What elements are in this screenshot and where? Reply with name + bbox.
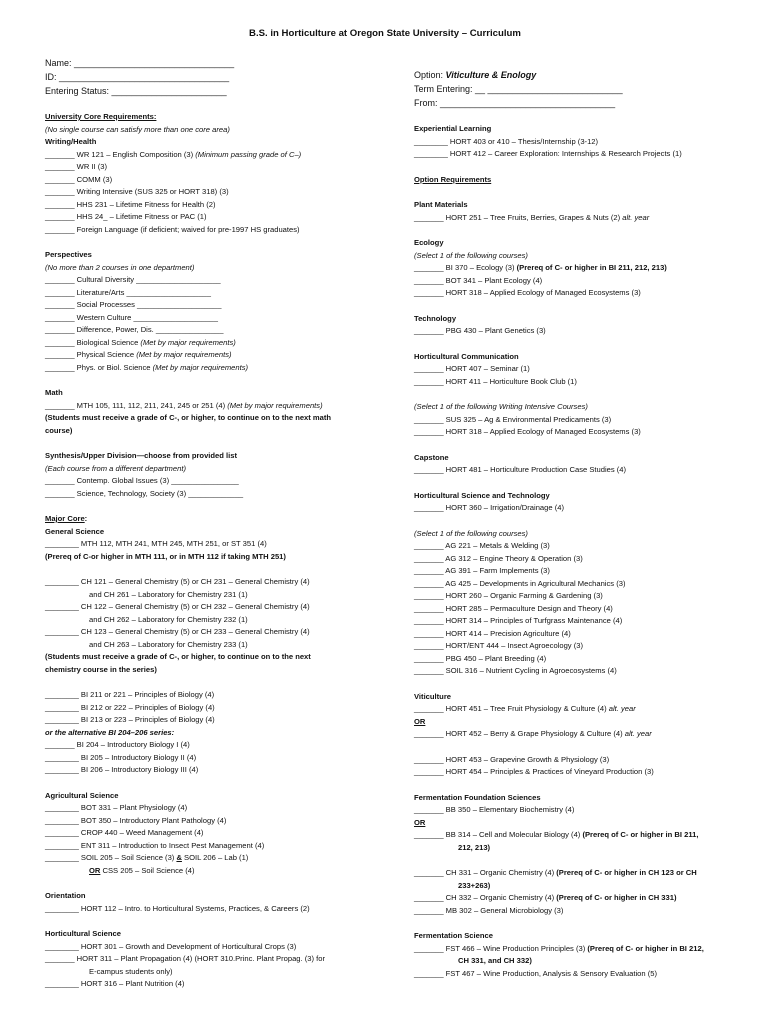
course-line: _______ BB 314 – Cell and Molecular Biology (4) (Prereq of C- or higher in BI 211, [414, 830, 699, 839]
course-line: ________ BOT 331 – Plant Physiology (4) [45, 803, 188, 812]
course-line: _______ HORT 451 – Tree Fruit Physiology & Culture (4) alt. year [414, 704, 636, 713]
course-line: _______ HORT 318 – Applied Ecology of Managed Ecosystems (3) [414, 288, 641, 297]
right-column [414, 68, 754, 980]
course-line: _______ HORT 407 – Seminar (1) [414, 364, 530, 373]
course-line: and CH 261 – Laboratory for Chemistry 231 (1) [89, 589, 248, 599]
course-line: _______ HORT 318 – Applied Ecology of Managed Ecosystems (3) [414, 427, 641, 436]
course-line: _______ AG 312 – Engine Theory & Operation (3) [414, 553, 583, 563]
course-line: _______ Literature/Arts ____________________ [45, 287, 211, 297]
course-line: _______ HORT 414 – Precision Agriculture (4) [414, 628, 571, 638]
perspectives-heading: Perspectives [45, 250, 92, 259]
course-line: _______ FST 467 – Wine Production, Analysis & Sensory Evaluation (5) [414, 968, 657, 978]
course-line: and CH 263 – Laboratory for Chemistry 233 (1) [89, 639, 248, 649]
course-line: _______ PBG 450 – Plant Breeding (4) [414, 653, 547, 663]
course-line: _______ HORT 481 – Horticulture Production Case Studies (4) [414, 465, 627, 474]
course-line: _______ HORT/ENT 444 – Insect Agroecology (3) [414, 641, 583, 650]
writing-intensive-note: (Select 1 of the following Writing Intensive Courses) [414, 402, 588, 411]
biology-alternative-note: or the alternative BI 204–206 series: [45, 727, 175, 737]
course-line: ________ BI 213 or 223 – Principles of Biology (4) [45, 715, 215, 724]
course-line: _______ Difference, Power, Dis. ________________ [45, 325, 224, 334]
name-field[interactable]: Name: ________________________________ [45, 58, 235, 68]
course-line: _______ CH 332 – Organic Chemistry (4) (Prereq of C- or higher in CH 331) [414, 893, 677, 902]
course-line: ________ CH 123 – General Chemistry (5) or CH 233 – General Chemistry (4) [45, 627, 310, 636]
course-line: _______ COMM (3) [45, 174, 113, 184]
horticultural-science-heading: Horticultural Science [45, 929, 121, 938]
course-line: OR CSS 205 – Soil Science (4) [89, 865, 195, 875]
or-label: OR [414, 716, 426, 726]
course-line: _______ HORT 452 – Berry & Grape Physiology & Culture (4) alt. year [414, 729, 652, 738]
course-line: _______ Physical Science (Met by major requirements) [45, 350, 232, 359]
course-line: _______ Cultural Diversity ____________________ [45, 275, 221, 284]
course-line: _______ HORT 453 – Grapevine Growth & Physiology (3) [414, 754, 610, 764]
technology-heading: Technology [414, 313, 457, 323]
course-line: ________ HORT 412 – Career Exploration: Internships & Research Projects (1) [414, 149, 682, 158]
course-line: _______ Western Culture ____________________ [45, 312, 218, 322]
option-requirements-heading: Option Requirements [414, 174, 492, 184]
course-line: _______ MB 302 – General Microbiology (3) [414, 905, 564, 915]
select-note: (Select 1 of the following courses) [414, 250, 528, 260]
course-line: ________ HORT 403 or 410 – Thesis/Internship (3-12) [414, 136, 599, 146]
course-line: _______ HORT 285 – Permaculture Design and Theory (4) [414, 603, 613, 613]
course-line: _______ Foreign Language (if deficient; waived for pre-1997 HS graduates) [45, 224, 300, 234]
experiential-learning-heading: Experiential Learning [414, 124, 492, 133]
course-line: _______ AG 391 – Farm Implements (3) [414, 566, 550, 575]
course-line: ________ BI 206 – Introductory Biology III (4) [45, 765, 199, 774]
agricultural-science-heading: Agricultural Science [45, 790, 119, 800]
course-line: ________ CROP 440 – Weed Management (4) [45, 828, 204, 837]
synthesis-heading: Synthesis/Upper Division—choose from provided list [45, 451, 237, 460]
course-line: _______ CH 331 – Organic Chemistry (4) (Prereq of C- or higher in CH 123 or CH [414, 868, 697, 877]
course-line: _______ HORT 314 – Principles of Turfgrass Maintenance (4) [414, 616, 623, 625]
option-field: Option: Viticulture & Enology [414, 70, 537, 80]
prereq-note: 233+263) [458, 880, 491, 890]
math-note: course) [45, 425, 73, 435]
course-line: ________ SOIL 205 – Soil Science (3) & SOIL 206 – Lab (1) [45, 853, 249, 862]
course-line: _______ BOT 341 – Plant Ecology (4) [414, 275, 543, 285]
plant-materials-heading: Plant Materials [414, 200, 468, 209]
general-science-heading: General Science [45, 526, 105, 536]
course-line: ________ ENT 311 – Introduction to Insect Pest Management (4) [45, 840, 265, 850]
course-line: _______ WR II (3) [45, 162, 108, 171]
course-line: ________ BI 212 or 222 – Principles of Biology (4) [45, 702, 215, 712]
chemistry-note: (Students must receive a grade of C-, or higher, to continue on to the next [45, 652, 311, 661]
course-line: ________ CH 121 – General Chemistry (5) or CH 231 – General Chemistry (4) [45, 577, 310, 586]
orientation-heading: Orientation [45, 891, 86, 900]
course-line: _______ HORT 411 – Horticulture Book Club (1) [414, 376, 577, 386]
course-line: _______ HORT 360 – Irrigation/Drainage (4) [414, 503, 564, 512]
course-line: ________ HORT 112 – Intro. to Horticultural Systems, Practices, & Careers (2) [45, 903, 310, 913]
id-field[interactable]: ID: __________________________________ [45, 72, 230, 82]
fermentation-foundation-heading: Fermentation Foundation Sciences [414, 792, 541, 802]
synthesis-note: (Each course from a different department) [45, 463, 186, 473]
course-line: _______ PBG 430 – Plant Genetics (3) [414, 326, 546, 335]
capstone-heading: Capstone [414, 452, 449, 462]
course-line: _______ Contemp. Global Issues (3) ________________ [45, 476, 239, 485]
course-line: _______ HORT 311 – Plant Propagation (4) (HORT 310.Princ. Plant Propag. (3) for [45, 954, 325, 963]
course-line: _______ BI 204 – Introductory Biology I (4) [45, 740, 190, 749]
term-entering-field[interactable]: Term Entering: __ ___________________________ [414, 84, 623, 94]
course-line: E-campus students only) [89, 966, 173, 976]
horticultural-science-technology-heading: Horticultural Science and Technology [414, 490, 550, 500]
course-line: ________ BI 205 – Introductory Biology II (4) [45, 752, 197, 762]
course-line: _______ Biological Science (Met by major requirements) [45, 337, 236, 347]
course-line: _______ Phys. or Biol. Science (Met by major requirements) [45, 362, 249, 372]
from-field[interactable]: From: ___________________________________ [414, 98, 616, 108]
left-column [45, 56, 390, 991]
page-title: B.S. in Horticulture at Oregon State University – Curriculum [249, 28, 521, 39]
course-line: _______ SUS 325 – Ag & Environmental Predicaments (3) [414, 414, 612, 424]
prereq-note: 212, 213) [458, 842, 491, 852]
select-note: (Select 1 of the following courses) [414, 528, 528, 538]
viticulture-heading: Viticulture [414, 691, 451, 701]
course-line: ________ HORT 316 – Plant Nutrition (4) [45, 979, 185, 988]
major-core-heading: Major Core: [45, 514, 88, 523]
course-line: _______ Science, Technology, Society (3) _____________ [45, 488, 244, 498]
writing-health-heading: Writing/Health [45, 137, 97, 146]
course-line: _______ FST 466 – Wine Production Principles (3) (Prereq of C- or higher in BI 212, [414, 943, 704, 953]
math-note: (Students must receive a grade of C-, or higher, to continue on to the next math [45, 413, 332, 422]
course-line: _______ AG 221 – Metals & Welding (3) [414, 541, 550, 550]
course-line: ________ MTH 112, MTH 241, MTH 245, MTH 251, or ST 351 (4) [45, 539, 267, 548]
course-line: _______ HORT 260 – Organic Farming & Gardening (3) [414, 591, 603, 600]
course-line: _______ HORT 454 – Principles & Practices of Vineyard Production (3) [414, 767, 654, 776]
course-line: _______ HORT 251 – Tree Fruits, Berries, Grapes & Nuts (2) alt. year [414, 212, 650, 222]
course-line: _______ WR 121 – English Composition (3) (Minimum passing grade of C–) [45, 149, 302, 159]
course-line: ________ HORT 301 – Growth and Development of Horticultural Crops (3) [45, 941, 297, 951]
core-note: (No single course can satisfy more than one core area) [45, 124, 230, 134]
entering-status-field[interactable]: Entering Status: _______________________ [45, 86, 227, 96]
course-line: _______ HHS 231 – Lifetime Fitness for Health (2) [45, 199, 216, 209]
fermentation-science-heading: Fermentation Science [414, 931, 493, 940]
chemistry-note: chemistry course in the series) [45, 664, 157, 674]
horticultural-communication-heading: Horticultural Communication [414, 351, 519, 361]
or-label: OR [414, 817, 426, 827]
course-line: _______ MTH 105, 111, 112, 211, 241, 245 or 251 (4) (Met by major requirements) [45, 400, 323, 410]
university-core-heading: University Core Requirements: [45, 112, 157, 121]
course-line: and CH 262 – Laboratory for Chemistry 232 (1) [89, 614, 248, 624]
perspectives-note: (No more than 2 courses in one department) [45, 262, 195, 272]
math-heading: Math [45, 388, 63, 397]
course-line: ________ BI 211 or 221 – Principles of Biology (4) [45, 690, 215, 699]
prereq-note: CH 331, and CH 332) [458, 956, 532, 965]
course-line: _______ BB 350 – Elementary Biochemistry (4) [414, 805, 575, 814]
course-line: _______ AG 425 – Developments in Agricultural Mechanics (3) [414, 578, 626, 588]
ecology-heading: Ecology [414, 238, 444, 247]
prereq-note: (Prereq of C-or higher in MTH 111, or in MTH 112 if taking MTH 251) [45, 551, 286, 561]
course-line: _______ Writing Intensive (SUS 325 or HORT 318) (3) [45, 187, 229, 196]
course-line: _______ SOIL 316 – Nutrient Cycling in Agroecosystems (4) [414, 666, 617, 675]
course-line: ________ CH 122 – General Chemistry (5) or CH 232 – General Chemistry (4) [45, 602, 310, 611]
course-line: _______ Social Processes ____________________ [45, 300, 222, 309]
course-line: _______ BI 370 – Ecology (3) (Prereq of C- or higher in BI 211, 212, 213) [414, 263, 667, 272]
course-line: _______ HHS 24_ – Lifetime Fitness or PAC (1) [45, 212, 207, 221]
course-line: ________ BOT 350 – Introductory Plant Pathology (4) [45, 815, 227, 825]
